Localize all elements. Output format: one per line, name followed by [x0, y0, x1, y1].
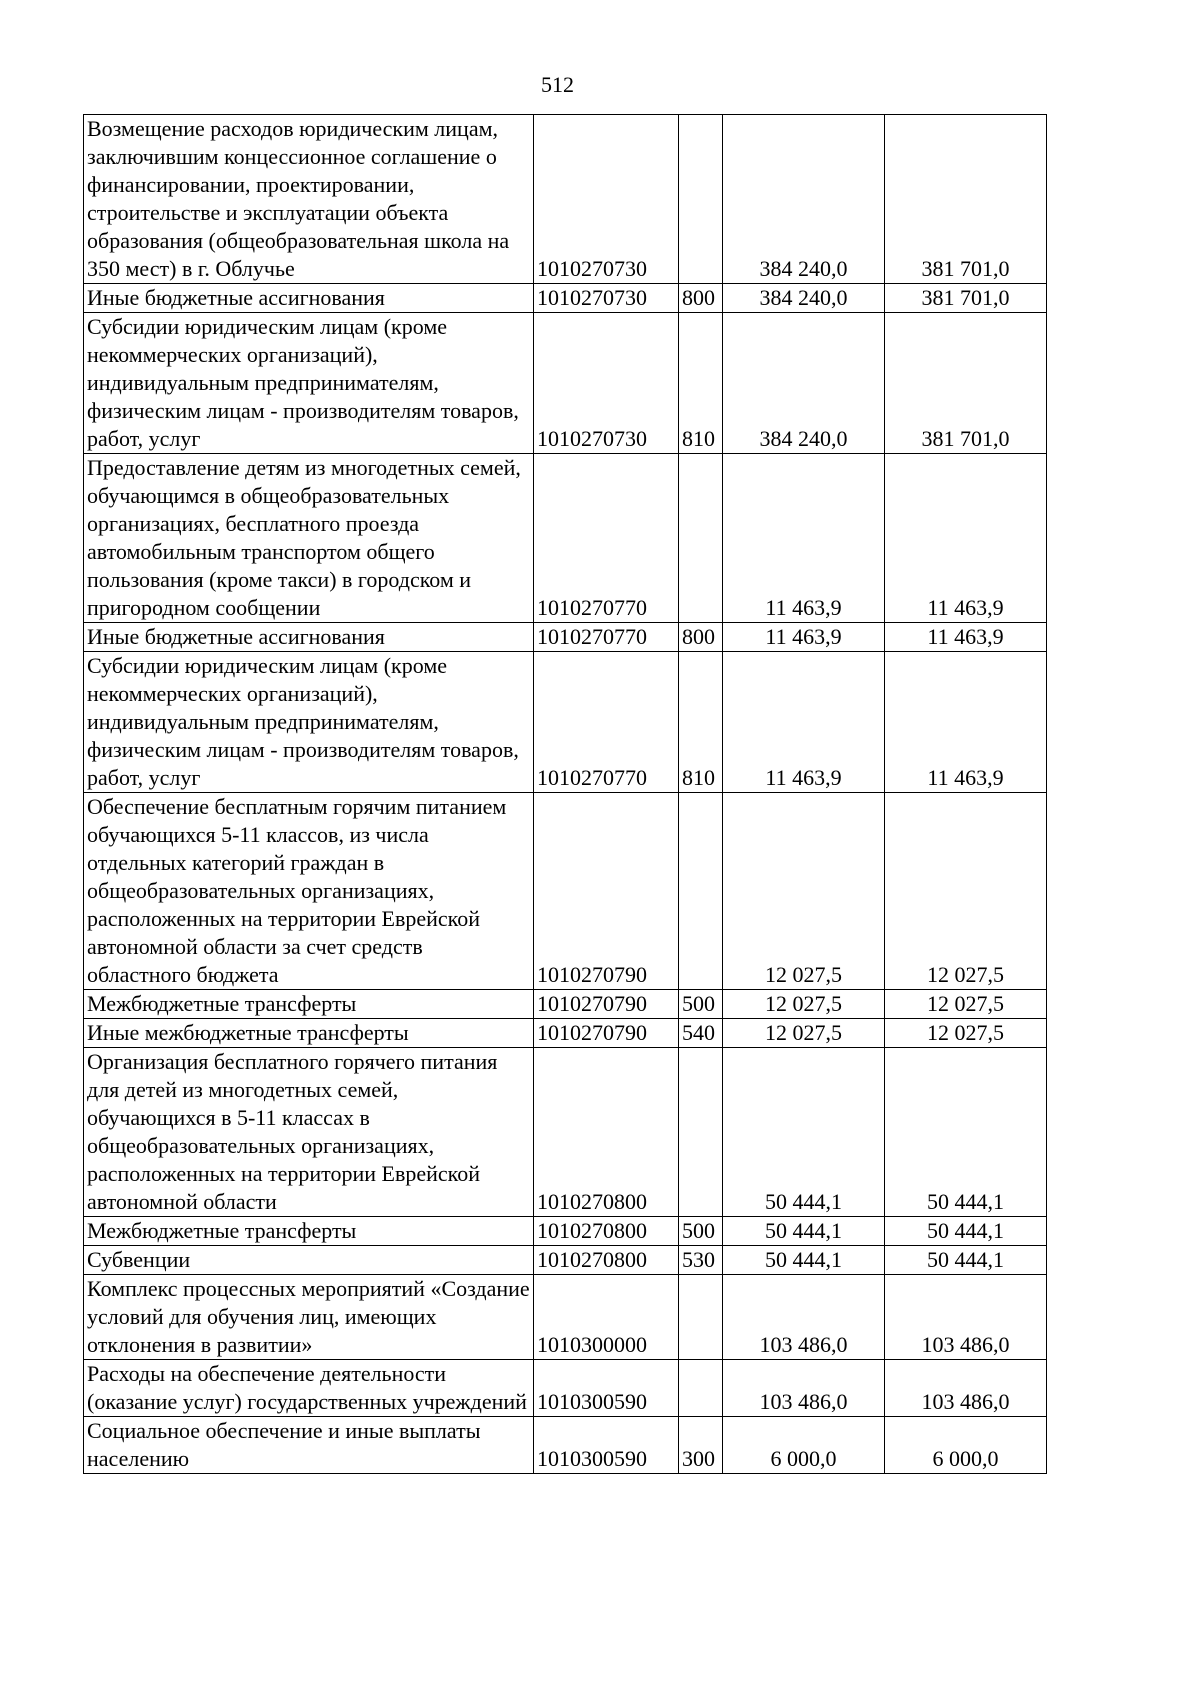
row-value-1: 384 240,0 — [723, 115, 885, 284]
row-expense-type — [679, 454, 723, 623]
table-row — [84, 1417, 1047, 1474]
row-value-2: 381 701,0 — [885, 115, 1047, 284]
row-value-1: 11 463,9 — [723, 454, 885, 623]
row-code: 1010270800 — [534, 1048, 679, 1217]
row-expense-type: 800 — [679, 623, 723, 652]
row-value-1: 12 027,5 — [723, 793, 885, 990]
row-value-2: 50 444,1 — [885, 1217, 1047, 1246]
table-row — [84, 1246, 1047, 1275]
row-expense-type — [679, 1275, 723, 1360]
row-value-1: 11 463,9 — [723, 652, 885, 793]
row-code: 1010270730 — [534, 313, 679, 454]
row-name: Межбюджетные трансферты — [84, 1217, 534, 1246]
row-value-2: 11 463,9 — [885, 454, 1047, 623]
row-code: 1010270730 — [534, 115, 679, 284]
table-row — [84, 1360, 1047, 1417]
row-name: Организация бесплатного горячего питания для детей из многодетных семей, обучающихся в 5-11 классах в общеобразовательных организациях, расположенных на территории Еврейской автономной области — [84, 1048, 534, 1217]
row-value-1: 50 444,1 — [723, 1048, 885, 1217]
row-name: Социальное обеспечение и иные выплаты населению — [84, 1417, 534, 1474]
row-expense-type: 500 — [679, 1217, 723, 1246]
table-row — [84, 652, 1047, 793]
row-expense-type — [679, 1360, 723, 1417]
row-code: 1010270790 — [534, 1019, 679, 1048]
row-expense-type — [679, 793, 723, 990]
row-value-2: 11 463,9 — [885, 652, 1047, 793]
row-name: Комплекс процессных мероприятий «Создание условий для обучения лиц, имеющих отклонения в развитии» — [84, 1275, 534, 1360]
row-code: 1010270730 — [534, 284, 679, 313]
table-row — [84, 1275, 1047, 1360]
row-value-1: 12 027,5 — [723, 990, 885, 1019]
row-name: Расходы на обеспечение деятельности (оказание услуг) государственных учреждений — [84, 1360, 534, 1417]
table-row — [84, 1019, 1047, 1048]
row-code: 1010270770 — [534, 652, 679, 793]
row-expense-type: 810 — [679, 652, 723, 793]
row-value-2: 12 027,5 — [885, 793, 1047, 990]
table-row — [84, 1217, 1047, 1246]
row-value-1: 103 486,0 — [723, 1275, 885, 1360]
row-name: Возмещение расходов юридическим лицам, заключившим концессионное соглашение о финансировании, проектировании, строительстве и эксплуатации объекта образования (общеобразовательная школа на 350 мест) в г. Облучье — [84, 115, 534, 284]
row-code: 1010270800 — [534, 1217, 679, 1246]
row-expense-type: 810 — [679, 313, 723, 454]
table-row — [84, 793, 1047, 990]
row-name: Субвенции — [84, 1246, 534, 1275]
row-value-2: 6 000,0 — [885, 1417, 1047, 1474]
row-value-2: 381 701,0 — [885, 313, 1047, 454]
row-expense-type: 800 — [679, 284, 723, 313]
row-value-2: 12 027,5 — [885, 1019, 1047, 1048]
row-code: 1010300590 — [534, 1417, 679, 1474]
budget-table-body — [84, 115, 1047, 1474]
row-value-2: 50 444,1 — [885, 1048, 1047, 1217]
budget-table — [83, 114, 1047, 1474]
row-name: Иные межбюджетные трансферты — [84, 1019, 534, 1048]
row-name: Иные бюджетные ассигнования — [84, 623, 534, 652]
row-value-2: 103 486,0 — [885, 1275, 1047, 1360]
row-expense-type: 500 — [679, 990, 723, 1019]
table-row — [84, 990, 1047, 1019]
row-value-1: 103 486,0 — [723, 1360, 885, 1417]
row-value-1: 12 027,5 — [723, 1019, 885, 1048]
row-name: Субсидии юридическим лицам (кроме некоммерческих организаций), индивидуальным предпринимателям, физическим лицам - производителям товаров, работ, услуг — [84, 652, 534, 793]
table-row — [84, 313, 1047, 454]
row-value-1: 11 463,9 — [723, 623, 885, 652]
row-value-1: 384 240,0 — [723, 284, 885, 313]
row-code: 1010300000 — [534, 1275, 679, 1360]
row-expense-type: 300 — [679, 1417, 723, 1474]
row-name: Межбюджетные трансферты — [84, 990, 534, 1019]
row-code: 1010270790 — [534, 793, 679, 990]
row-expense-type — [679, 115, 723, 284]
row-value-1: 384 240,0 — [723, 313, 885, 454]
row-name: Субсидии юридическим лицам (кроме некоммерческих организаций), индивидуальным предпринимателям, физическим лицам - производителям товаров, работ, услуг — [84, 313, 534, 454]
row-code: 1010270770 — [534, 623, 679, 652]
table-row — [84, 454, 1047, 623]
row-value-1: 50 444,1 — [723, 1217, 885, 1246]
table-row — [84, 623, 1047, 652]
row-value-2: 50 444,1 — [885, 1246, 1047, 1275]
row-expense-type: 530 — [679, 1246, 723, 1275]
row-value-2: 381 701,0 — [885, 284, 1047, 313]
row-value-2: 12 027,5 — [885, 990, 1047, 1019]
page-number: 512 — [541, 72, 574, 97]
table-row — [84, 115, 1047, 284]
row-value-2: 103 486,0 — [885, 1360, 1047, 1417]
table-row — [84, 284, 1047, 313]
table-row — [84, 1048, 1047, 1217]
row-code: 1010300590 — [534, 1360, 679, 1417]
row-value-1: 6 000,0 — [723, 1417, 885, 1474]
row-code: 1010270800 — [534, 1246, 679, 1275]
row-value-2: 11 463,9 — [885, 623, 1047, 652]
row-code: 1010270770 — [534, 454, 679, 623]
row-name: Иные бюджетные ассигнования — [84, 284, 534, 313]
row-code: 1010270790 — [534, 990, 679, 1019]
row-expense-type: 540 — [679, 1019, 723, 1048]
row-name: Предоставление детям из многодетных семей, обучающимся в общеобразовательных организациях, бесплатного проезда автомобильным транспортом общего пользования (кроме такси) в городском и пригородном сообщении — [84, 454, 534, 623]
row-expense-type — [679, 1048, 723, 1217]
row-name: Обеспечение бесплатным горячим питанием обучающихся 5-11 классов, из числа отдельных категорий граждан в общеобразовательных организациях, расположенных на территории Еврейской автономной области за счет средств областного бюджета — [84, 793, 534, 990]
row-value-1: 50 444,1 — [723, 1246, 885, 1275]
